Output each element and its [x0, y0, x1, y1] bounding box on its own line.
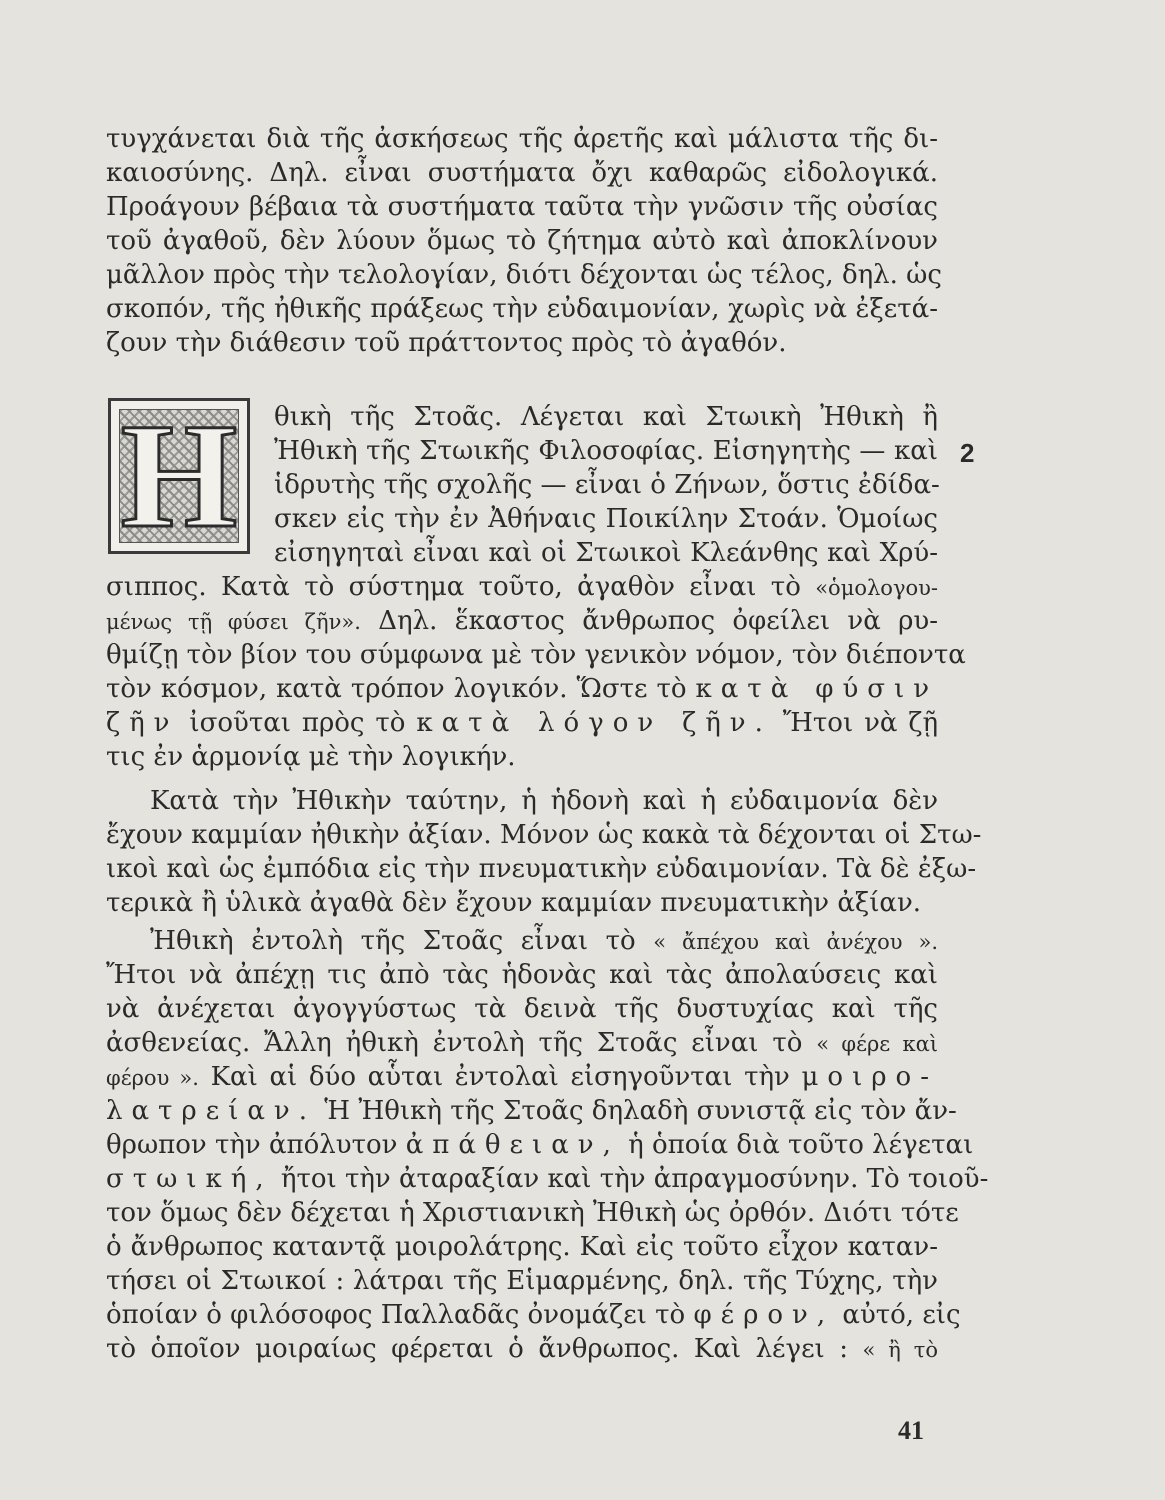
- text-line: ικοὶ καὶ ὡς ἐμπόδια εἰς τὴν πνευματικὴν εὐδαιμονίαν. Τὰ δὲ ἐξω-: [106, 854, 977, 884]
- spaced-emphasis: ἀπάθειαν,: [405, 1130, 620, 1160]
- quote-run: «ὁμολογου-: [815, 576, 938, 600]
- text-line: [106, 1300, 961, 1330]
- text-run: Δηλ. ἕκαστος ἄνθρωπος ὀφείλει νὰ ρυ-: [378, 606, 939, 636]
- text-line: [106, 1062, 938, 1093]
- text-run: τὸν κόσμον, κατὰ τρόπον λογικόν. Ὥστε τὸ: [106, 674, 687, 704]
- text-run: τὸ ὁποῖον μοιραίως φέρεται ὁ ἄνθρωπος. Καὶ λέγει :: [106, 1334, 848, 1364]
- text-line: σκεν εἰς τὴν ἐν Ἀθήναις Ποικίλην Στοάν. Ὁμοίως: [274, 504, 938, 534]
- text-run: θρωπον τὴν ἀπόλυτον: [106, 1130, 398, 1160]
- text-run: Ἠθικὴ ἐντολὴ τῆς Στοᾶς εἶναι τὸ: [150, 926, 636, 956]
- text-line: [106, 1334, 938, 1365]
- text-line: Ἤτοι νὰ ἀπέχῃ τις ἀπὸ τὰς ἡδονὰς καὶ τὰς ἀπολαύσεις καὶ: [106, 960, 938, 990]
- text-line: ἔχουν καμμίαν ἠθικὴν ἀξίαν. Μόνον ὡς κακὰ τὰ δέχονται οἱ Στω-: [106, 820, 982, 850]
- text-line: ἱδρυτὴς τῆς σχολῆς — εἶναι ὁ Ζήνων, ὅστις ἐδίδα-: [274, 470, 940, 500]
- text-line: [150, 926, 938, 957]
- text-run: ἰσοῦται πρὸς τὸ: [189, 708, 406, 738]
- text-run: Ἡ Ἠθικὴ τῆς Στοᾶς δηλαδὴ συνιστᾷ εἰς τὸν ἄν-: [324, 1096, 957, 1126]
- text-line: νὰ ἀνέχεται ἀγογγύστως τὰ δεινὰ τῆς δυστυχίας καὶ τῆς: [106, 994, 938, 1024]
- spaced-emphasis: λατρείαν.: [106, 1096, 316, 1126]
- text-run: αὐτό, εἰς: [842, 1300, 961, 1330]
- spaced-emphasis: κατὰ φύσιν: [695, 674, 938, 704]
- text-line: μᾶλλον πρὸς τὴν τελολογίαν, διότι δέχονται ὡς τέλος, δηλ. ὡς: [106, 260, 942, 290]
- text-run: ὁποίαν ὁ φιλόσοφος Παλλαδᾶς ὀνομάζει τὸ: [106, 1300, 686, 1330]
- text-run: σιππος. Κατὰ τὸ σύστημα τοῦτο, ἀγαθὸν εἶναι τὸ: [106, 572, 801, 602]
- text-line: καιοσύνης. Δηλ. εἶναι συστήματα ὄχι καθαρῶς εἰδολογικά.: [106, 158, 938, 188]
- text-line: [106, 1096, 957, 1126]
- spaced-emphasis: φέρον,: [693, 1300, 835, 1330]
- spaced-emphasis: κατὰ λόγον ζῆν.: [416, 708, 772, 738]
- text-line: τερικὰ ἢ ὑλικὰ ἀγαθὰ δὲν ἔχουν καμμίαν πνευματικὴν ἀξίαν.: [106, 888, 922, 918]
- text-line: Κατὰ τὴν Ἠθικὴν ταύτην, ἡ ἡδονὴ καὶ ἡ εὐδαιμονία δὲν: [150, 786, 938, 816]
- text-line: [106, 1164, 989, 1194]
- text-line: Ἠθικὴ τῆς Στωικῆς Φιλοσοφίας. Εἰσηγητὴς — καὶ: [274, 436, 938, 466]
- text-line: τήσει οἱ Στωικοί : λάτραι τῆς Εἱμαρμένης, δηλ. τῆς Τύχης, τὴν: [106, 1266, 938, 1296]
- quote-run: « ἄπέχου καὶ ἀνέχου ».: [653, 930, 939, 954]
- quote-run: « φέρε καὶ: [816, 1032, 938, 1056]
- text-run: Ἤτοι νὰ ζῇ: [782, 708, 939, 738]
- text-line: τις ἐν ἁρμονίᾳ μὲ τὴν λογικήν.: [106, 742, 516, 772]
- text-run: ἀσθενείας. Ἄλλη ἠθικὴ ἐντολὴ τῆς Στοᾶς εἶναι τὸ: [106, 1028, 803, 1058]
- spaced-emphasis: μοιρο-: [801, 1062, 938, 1092]
- text-run: ἡ ὁποία διὰ τοῦτο λέγεται: [628, 1130, 974, 1160]
- text-line: τοῦ ἀγαθοῦ, δὲν λύουν ὅμως τὸ ζήτημα αὐτὸ καὶ ἀποκλίνουν: [106, 226, 938, 256]
- quote-run: « ἢ τὸ: [862, 1338, 939, 1362]
- text-line: σκοπόν, τῆς ἠθικῆς πράξεως τὴν εὐδαιμονίαν, χωρὶς νὰ ἐξετά-: [106, 294, 938, 324]
- text-line: Προάγουν βέβαια τὰ συστήματα ταῦτα τὴν γνῶσιν τῆς οὐσίας: [106, 192, 938, 222]
- spaced-emphasis: στωική,: [106, 1164, 273, 1194]
- text-line: [106, 1130, 974, 1160]
- text-line: θμίζῃ τὸν βίον του σύμφωνα μὲ τὸν γενικὸν νόμον, τὸν διέποντα: [106, 640, 966, 670]
- text-line: [106, 572, 938, 603]
- quote-run: μένως τῇ φύσει ζῆν».: [106, 610, 361, 634]
- text-line: τον ὅμως δὲν δέχεται ἡ Χριστιανικὴ Ἠθικὴ ὡς ὀρθόν. Διότι τότε: [106, 1198, 959, 1228]
- text-line: ὁ ἄνθρωπος καταντᾷ μοιρολάτρης. Καὶ εἰς τοῦτο εἶχον καταν-: [106, 1232, 938, 1262]
- text-line: [106, 708, 938, 738]
- text-run: Καὶ αἱ δύο αὗται ἐντολαὶ εἰσηγοῦνται τὴν: [210, 1062, 790, 1092]
- text-line: εἰσηγηταὶ εἶναι καὶ οἱ Στωικοὶ Κλεάνθης καὶ Χρύ-: [274, 538, 938, 568]
- text-line: [106, 674, 938, 704]
- text-line: ζουν τὴν διάθεσιν τοῦ πράττοντος πρὸς τὸ ἀγαθόν.: [106, 328, 787, 358]
- drop-cap-letter: Η: [120, 393, 238, 559]
- spaced-emphasis: ζῆν: [106, 708, 179, 738]
- text-line: [106, 1028, 938, 1059]
- section-heading-line: θικὴ τῆς Στοᾶς. Λέγεται καὶ Στωικὴ Ἠθικὴ ἢ: [274, 402, 938, 432]
- text-line: τυγχάνεται διὰ τῆς ἀσκήσεως τῆς ἀρετῆς καὶ μάλιστα τῆς δι-: [106, 124, 938, 154]
- text-run: ἤτοι τὴν ἀταραξίαν καὶ τὴν ἀπραγμοσύνην. Τὸ τοιοῦ-: [280, 1164, 989, 1194]
- text-line: [106, 606, 938, 637]
- quote-run: φέρου ».: [106, 1066, 199, 1090]
- drop-cap-ornament: [108, 393, 250, 559]
- margin-section-number: 2: [960, 438, 975, 468]
- page-number: 41: [898, 1416, 924, 1445]
